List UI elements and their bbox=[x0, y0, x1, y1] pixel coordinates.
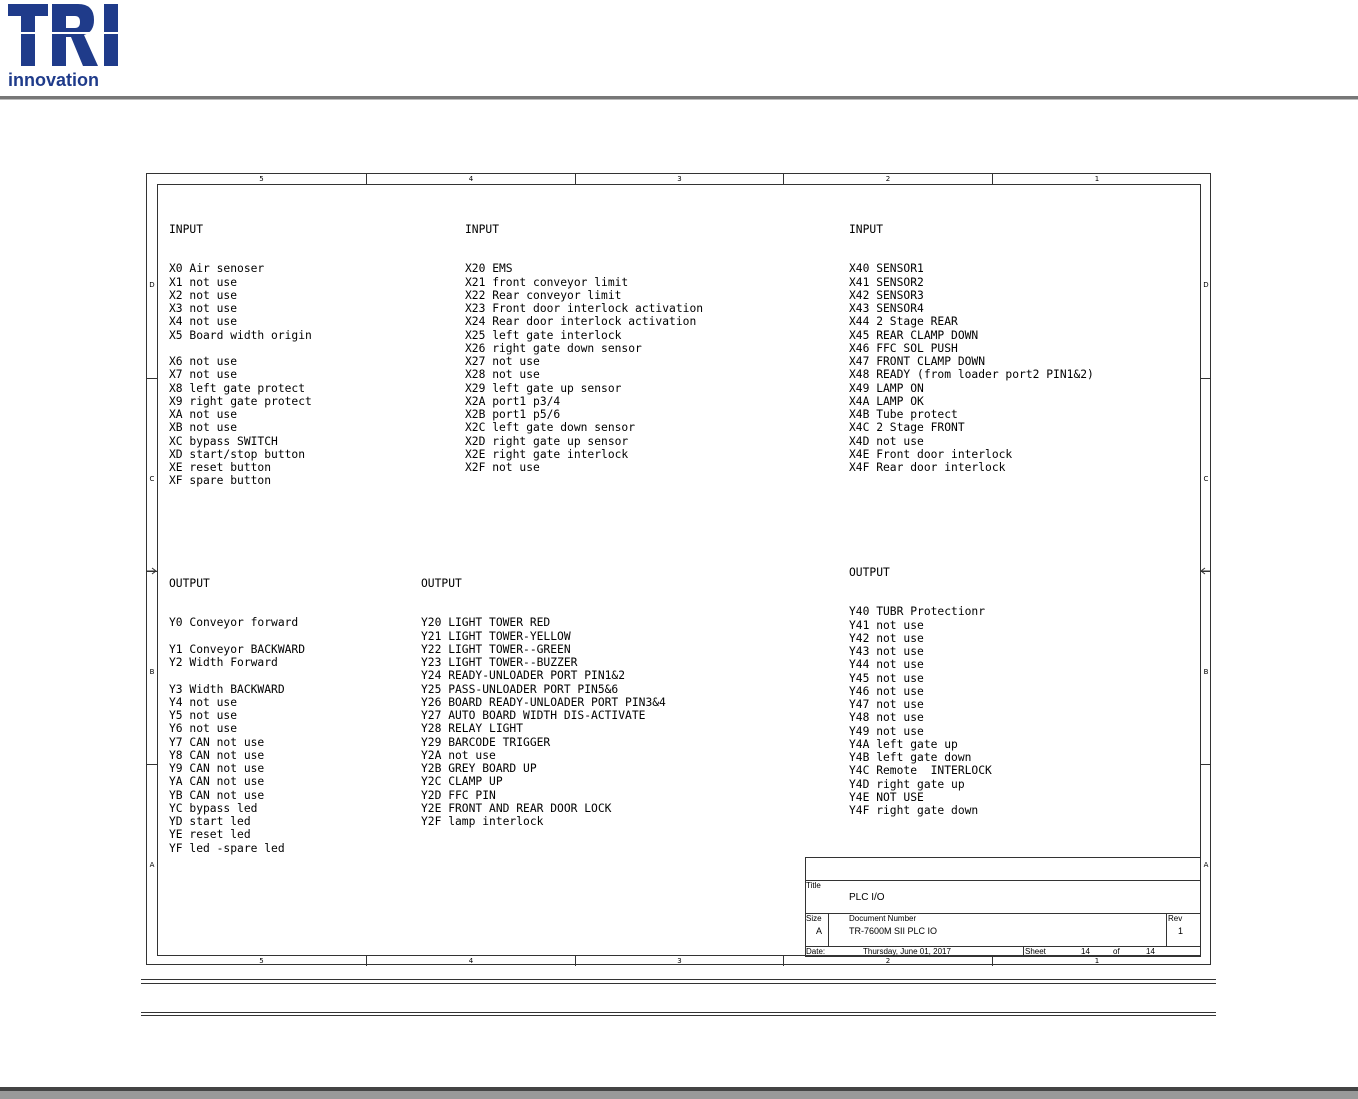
io-line: Y2 Width Forward bbox=[169, 656, 278, 669]
io-line: Y29 BARCODE TRIGGER bbox=[421, 735, 551, 749]
io-line: X40 SENSOR1 bbox=[849, 262, 924, 276]
io-line: X5 Board width origin bbox=[169, 328, 312, 342]
io-line: YF led -spare led bbox=[169, 841, 285, 855]
input-column-2 bbox=[465, 196, 703, 488]
io-line: Y8 CAN not use bbox=[169, 748, 265, 762]
zone-tick bbox=[1201, 764, 1211, 765]
io-line: Y43 not use bbox=[849, 645, 924, 658]
io-line: X41 SENSOR2 bbox=[849, 275, 924, 289]
io-line: Y4 not use bbox=[169, 695, 238, 709]
zone-bottom-4: 4 bbox=[366, 956, 575, 966]
header-rule-light bbox=[0, 99, 1358, 100]
io-line: X49 LAMP ON bbox=[849, 381, 924, 395]
io-line: X20 EMS bbox=[465, 262, 513, 276]
footer-rule bbox=[141, 1015, 1216, 1016]
io-line: YD start led bbox=[169, 815, 251, 828]
io-line: Y23 LIGHT TOWER--BUZZER bbox=[421, 656, 578, 669]
io-line: XF spare button bbox=[169, 474, 272, 488]
zone-bottom-2: 2 bbox=[783, 956, 992, 966]
zone-bottom-3: 3 bbox=[575, 956, 783, 966]
zone-top-4: 4 bbox=[366, 174, 575, 184]
section-heading: OUTPUT bbox=[421, 576, 462, 590]
io-line: Y6 not use bbox=[169, 722, 238, 736]
io-line: X2 not use bbox=[169, 288, 238, 302]
io-line: X47 FRONT CLAMP DOWN bbox=[849, 355, 986, 368]
footer-rule bbox=[141, 1012, 1216, 1013]
zone-right-D: D bbox=[1203, 281, 1209, 289]
io-line: X46 FFC SOL PUSH bbox=[849, 341, 958, 355]
title-block-rule bbox=[805, 880, 1201, 881]
io-line: Y28 RELAY LIGHT bbox=[421, 722, 524, 736]
title-block bbox=[805, 857, 1201, 957]
io-line: Y5 not use bbox=[169, 709, 238, 722]
of-label: of bbox=[1113, 947, 1120, 956]
io-line: X7 not use bbox=[169, 368, 238, 382]
io-line: X24 Rear door interlock activation bbox=[465, 315, 697, 329]
io-line: Y25 PASS-UNLOADER PORT PIN5&6 bbox=[421, 682, 619, 696]
io-line: X2C left gate down sensor bbox=[465, 421, 636, 435]
output-column-1 bbox=[169, 550, 305, 868]
io-line: Y7 CAN not use bbox=[169, 735, 265, 749]
zone-tick bbox=[147, 378, 157, 379]
io-line: X48 READY (from loader port2 PIN1&2) bbox=[849, 368, 1094, 382]
zone-top-1: 1 bbox=[992, 174, 1201, 184]
zone-right-C: C bbox=[1203, 475, 1209, 483]
input-column-1 bbox=[169, 196, 312, 501]
io-line: Y4D right gate up bbox=[849, 777, 965, 791]
footer-rule bbox=[141, 983, 1216, 984]
title-block-divider bbox=[1023, 946, 1024, 956]
company-logo bbox=[6, 2, 122, 88]
io-line: X25 left gate interlock bbox=[465, 328, 622, 342]
logo-text: innovation bbox=[8, 70, 99, 90]
zone-top-3: 3 bbox=[575, 174, 783, 184]
io-line: X4A LAMP OK bbox=[849, 394, 924, 408]
zone-left-A: A bbox=[149, 861, 155, 869]
size-label: Size bbox=[806, 914, 822, 923]
io-line: X1 not use bbox=[169, 275, 238, 289]
section-heading: OUTPUT bbox=[169, 576, 210, 590]
io-line: X2F not use bbox=[465, 461, 540, 474]
io-line: Y4B left gate down bbox=[849, 751, 972, 764]
io-line: X43 SENSOR4 bbox=[849, 302, 924, 315]
io-line: Y2C CLAMP UP bbox=[421, 775, 503, 789]
io-line: Y0 Conveyor forward bbox=[169, 616, 299, 630]
io-line: YC bypass led bbox=[169, 801, 258, 815]
io-line: X6 not use bbox=[169, 355, 238, 368]
io-line bbox=[169, 630, 305, 643]
zone-left-B: B bbox=[149, 668, 155, 676]
io-line bbox=[169, 342, 312, 355]
io-line: Y42 not use bbox=[849, 631, 924, 645]
io-line: Y4C Remote INTERLOCK bbox=[849, 764, 992, 778]
io-line: Y9 CAN not use bbox=[169, 762, 265, 775]
io-line: Y2F lamp interlock bbox=[421, 815, 544, 828]
title-block-divider bbox=[1166, 913, 1167, 946]
io-line: Y3 Width BACKWARD bbox=[169, 682, 285, 696]
date-value: Thursday, June 01, 2017 bbox=[863, 947, 951, 956]
footer-rule bbox=[141, 979, 1216, 980]
io-line: Y2B GREY BOARD UP bbox=[421, 762, 537, 775]
io-line: Y26 BOARD READY-UNLOADER PORT PIN3&4 bbox=[421, 695, 666, 709]
io-line: X44 2 Stage REAR bbox=[849, 315, 958, 329]
io-line: X8 left gate protect bbox=[169, 381, 306, 395]
io-line: Y1 Conveyor BACKWARD bbox=[169, 642, 306, 656]
io-line: X2E right gate interlock bbox=[465, 447, 629, 461]
output-column-3 bbox=[849, 539, 992, 831]
io-line: XA not use bbox=[169, 408, 238, 421]
io-line: Y20 LIGHT TOWER RED bbox=[421, 616, 551, 630]
size-value: A bbox=[816, 926, 823, 936]
io-line: X4F Rear door interlock bbox=[849, 461, 1006, 474]
zone-top-5: 5 bbox=[259, 175, 264, 183]
io-line: Y48 not use bbox=[849, 711, 924, 725]
section-heading: INPUT bbox=[465, 222, 500, 236]
io-line: X22 Rear conveyor limit bbox=[465, 288, 622, 302]
io-line: X2B port1 p5/6 bbox=[465, 408, 561, 421]
zone-top-2: 2 bbox=[783, 174, 992, 184]
io-line: X4B Tube protect bbox=[849, 408, 958, 421]
io-line: X29 left gate up sensor bbox=[465, 381, 622, 395]
io-line: YA CAN not use bbox=[169, 775, 265, 789]
io-line: X2A port1 p3/4 bbox=[465, 394, 561, 408]
io-line: Y27 AUTO BOARD WIDTH DIS-ACTIVATE bbox=[421, 709, 646, 722]
docnum-value: TR-7600M SII PLC IO bbox=[849, 926, 938, 936]
io-line: X2D right gate up sensor bbox=[465, 434, 629, 448]
io-line: X27 not use bbox=[465, 355, 540, 368]
io-line: X26 right gate down sensor bbox=[465, 341, 642, 355]
rev-value: 1 bbox=[1178, 926, 1184, 936]
io-line: YE reset led bbox=[169, 828, 251, 842]
section-heading: OUTPUT bbox=[849, 565, 890, 579]
io-line: Y49 not use bbox=[849, 724, 924, 738]
io-line: X28 not use bbox=[465, 368, 540, 382]
of-value: 14 bbox=[1146, 947, 1155, 956]
io-line: Y44 not use bbox=[849, 658, 924, 672]
tri-logo-mark bbox=[6, 2, 122, 70]
title-label: Title bbox=[806, 881, 821, 890]
io-line: Y4E NOT USE bbox=[849, 790, 924, 804]
zone-left-C: C bbox=[149, 475, 155, 483]
section-heading: INPUT bbox=[849, 222, 884, 236]
io-line: Y22 LIGHT TOWER--GREEN bbox=[421, 642, 571, 656]
io-line: Y24 READY-UNLOADER PORT PIN1&2 bbox=[421, 669, 626, 683]
output-column-2 bbox=[421, 550, 666, 842]
section-heading: INPUT bbox=[169, 222, 204, 236]
zone-left-D: D bbox=[149, 281, 155, 289]
io-line: X9 right gate protect bbox=[169, 394, 312, 408]
io-line: X21 front conveyor limit bbox=[465, 275, 629, 289]
title-block-divider bbox=[828, 913, 829, 946]
sheet-value: 14 bbox=[1081, 947, 1090, 956]
date-label: Date: bbox=[806, 947, 826, 956]
title-value: PLC I/O bbox=[849, 892, 885, 903]
io-line: Y45 not use bbox=[849, 671, 924, 685]
io-line: Y47 not use bbox=[849, 698, 924, 711]
zone-tick bbox=[147, 764, 157, 765]
io-line: YB CAN not use bbox=[169, 788, 265, 802]
io-line: Y2D FFC PIN bbox=[421, 788, 496, 802]
arrow-right-icon bbox=[147, 567, 159, 576]
io-line: X4D not use bbox=[849, 434, 924, 448]
zone-tick bbox=[1201, 378, 1211, 379]
io-line: X4C 2 Stage FRONT bbox=[849, 421, 965, 435]
rev-label: Rev bbox=[1168, 914, 1183, 923]
io-line: Y2A not use bbox=[421, 748, 496, 762]
arrow-left-icon bbox=[1199, 567, 1211, 576]
io-line: XB not use bbox=[169, 421, 238, 435]
io-line: X45 REAR CLAMP DOWN bbox=[849, 328, 979, 342]
io-line: Y40 TUBR Protectionr bbox=[849, 605, 986, 619]
io-line: X4 not use bbox=[169, 315, 238, 329]
page-bottom-band bbox=[0, 1091, 1358, 1099]
zone-right-A: A bbox=[1203, 861, 1209, 869]
input-column-3 bbox=[849, 196, 1094, 488]
io-line: Y2E FRONT AND REAR DOOR LOCK bbox=[421, 801, 612, 815]
io-line: X3 not use bbox=[169, 302, 238, 315]
zone-bottom-1: 1 bbox=[992, 956, 1201, 966]
sheet-label: Sheet bbox=[1025, 947, 1046, 956]
io-line: Y4F right gate down bbox=[849, 804, 979, 817]
io-line: XD start/stop button bbox=[169, 447, 306, 461]
io-line bbox=[169, 669, 305, 682]
io-line: X23 Front door interlock activation bbox=[465, 302, 704, 315]
io-line: Y41 not use bbox=[849, 618, 924, 632]
io-line: X4E Front door interlock bbox=[849, 447, 1013, 461]
io-line: XE reset button bbox=[169, 461, 272, 474]
io-line: Y21 LIGHT TOWER-YELLOW bbox=[421, 629, 571, 643]
docnum-label: Document Number bbox=[849, 914, 917, 923]
io-line: X0 Air senoser bbox=[169, 262, 265, 276]
io-line: X42 SENSOR3 bbox=[849, 288, 924, 302]
io-line: Y46 not use bbox=[849, 684, 924, 698]
io-line: XC bypass SWITCH bbox=[169, 434, 278, 448]
zone-bottom-5: 5 bbox=[259, 957, 264, 965]
zone-right-B: B bbox=[1203, 668, 1209, 676]
io-line: Y4A left gate up bbox=[849, 737, 958, 751]
